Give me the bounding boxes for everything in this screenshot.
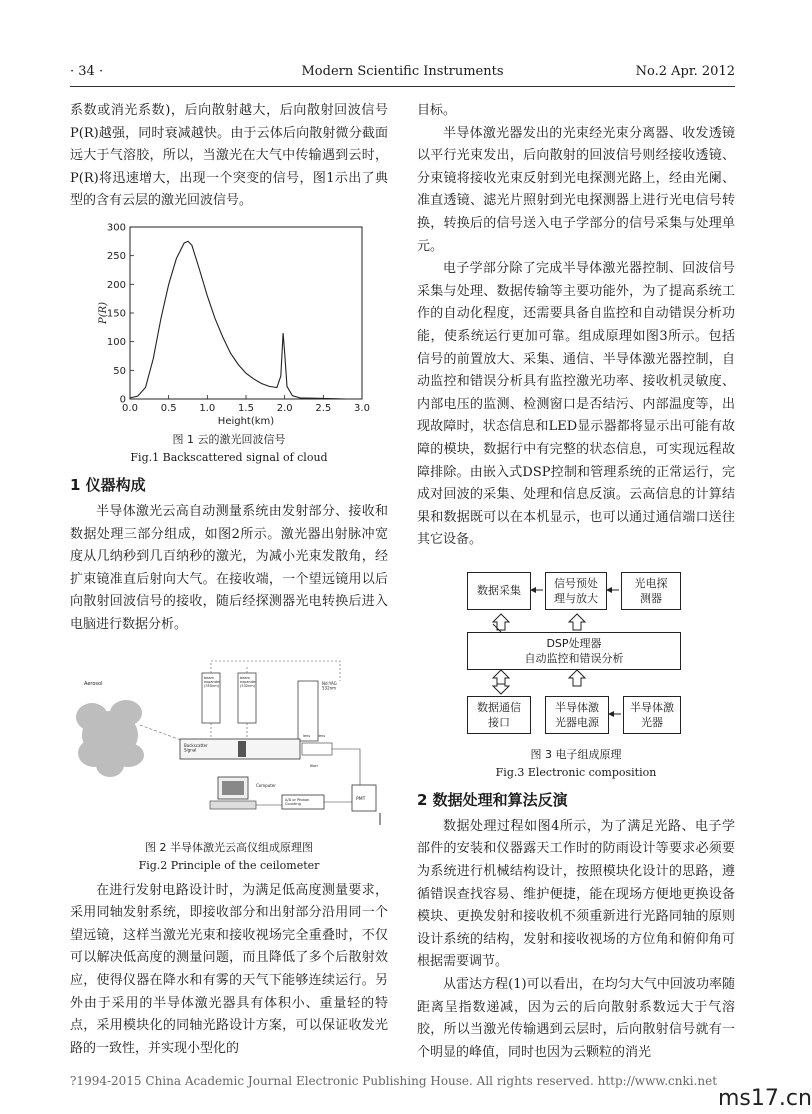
x-tick-label: 2.0 xyxy=(276,402,293,414)
series-line xyxy=(130,241,347,399)
fiber-label: fiber xyxy=(310,763,319,768)
lens-label-1: lens xyxy=(303,733,311,738)
lens-assembly xyxy=(302,743,332,755)
journal-name: Modern Scientific Instruments xyxy=(301,64,504,79)
section-heading: 2 数据处理和算法反演 xyxy=(417,790,568,809)
y-tick-label: 150 xyxy=(106,308,126,320)
y-tick-label: 300 xyxy=(106,222,126,234)
copyright-footer: ?1994-2015 China Academic Journal Electronic Publishing House. All rights reserved. http://www.cnki.net xyxy=(70,1074,718,1088)
paragraph: 目标。 xyxy=(417,103,457,118)
x-tick-label: 0.0 xyxy=(122,402,138,414)
detector-box: 光电探 测器 xyxy=(621,572,681,610)
computer-keyboard xyxy=(210,801,256,809)
x-axis-label: Height(km) xyxy=(217,415,275,427)
left-column xyxy=(70,100,388,1060)
dsp-box xyxy=(467,632,681,670)
x-tick-label: 2.5 xyxy=(315,402,332,414)
y-tick-label: 100 xyxy=(106,337,126,349)
computer-label: Computer xyxy=(256,782,276,788)
y-tick-label: 50 xyxy=(113,365,126,377)
figure-caption-en: Fig.1 Backscattered signal of cloud xyxy=(130,450,328,464)
y-axis-label: P(R) xyxy=(98,301,109,324)
y-tick-label: 0 xyxy=(119,394,126,406)
backscatter-label: Backscatter Signal xyxy=(184,742,208,753)
header-rule xyxy=(70,86,735,87)
dsp-subtitle: 自动监控和错误分析 xyxy=(524,651,624,665)
page-header xyxy=(70,64,735,84)
x-tick-label: 3.0 xyxy=(354,402,370,414)
paragraph: 系数或消光系数)，后向散射越大，后向散射回波信号P(R)越强，同时衰减越快。由于云体后向散射微分截面远大于气溶胶，所以，当激光在大气中传输遇到云时，P(R)将迅速增大，出现一个突变的信号，图1示出了典型的含有云层的激光回波信号。 xyxy=(70,103,388,209)
laser-label: Nd:YAG 532nm xyxy=(322,680,337,691)
x-tick-label: 1.5 xyxy=(238,402,254,414)
paragraph: 在进行发射电路设计时，为满足低高度测量要求，采用同轴发射系统，即接收部分和出射部分沿用同一个望远镜，这样当激光光束和接收视场完全重叠时，不仅可以解决低高度的测量问题，而且降低了多个后散射效应，使得仪器在降水和有雾的天气下能够连续运行。另外由于采用的半导体激光器具有体积小、重量轻的特点，采用模块化的同轴光路设计方案，可以保证收发光路的一致性，并实现小型化的 xyxy=(70,882,388,1056)
figure-caption-en: Fig.2 Principle of the ceilometer xyxy=(138,858,320,872)
paragraph: 半导体激光云高自动测量系统由发射部分、接收和数据处理三部分组成，如图2所示。激光器出射脉冲宽度从几纳秒到几百纳秒的激光，为减小光束发散角，经扩束镜准直后射向大气。在接收端，一个望远镜用以后向散射回波信号的接收，随后经探测器光电转换后进入电脑进行数据分析。 xyxy=(70,503,388,632)
paragraph: 从雷达方程(1)可以看出，在均匀大气中回波功率随距离呈指数递减，因为云的后向散射系数远大于气溶胶，所以当激光传输遇到云层时，后向散射信号就有一个明显的峰值，同时也因为云颗粒的消光 xyxy=(417,977,735,1060)
figure-caption-en: Fig.3 Electronic composition xyxy=(495,765,657,779)
preprocess-box: 信号预处 理与放大 xyxy=(545,572,607,610)
page-number: · 34 · xyxy=(70,64,104,79)
site-watermark: ms17.cn xyxy=(718,1086,812,1111)
paragraph: 半导体激光器发出的光束经光束分离器、收发透镜以平行光束发出，后向散射的回波信号则经接收透镜、分束镜将接收光束反射到光电探测光路上，经由光阑、准直透镜、滤光片照射到光电探测器上进行光电信号转换，转换后的信号送入电子学部分的信号采集与处理单元。 xyxy=(417,125,735,254)
ad-card-label: A/D or Photon Counting xyxy=(285,797,310,806)
backscatter-chart xyxy=(70,219,388,427)
section-heading: 1 仪器构成 xyxy=(70,475,146,494)
aerosol-cloud xyxy=(76,700,144,777)
laser-box xyxy=(298,681,318,741)
data-acquisition-box: 数据采集 xyxy=(467,572,531,610)
pmt-label: PMT xyxy=(356,796,366,802)
laser-box: 半导体激 光器 xyxy=(623,696,681,734)
figure-2 xyxy=(70,655,388,835)
beam-expander-532-label: beam expander (532nm) xyxy=(240,675,257,688)
dsp-title: DSP处理器 xyxy=(546,636,602,650)
lens-label-2: lens xyxy=(318,733,326,738)
y-tick-label: 250 xyxy=(106,251,126,263)
issue-info: No.2 Apr. 2012 xyxy=(635,64,735,79)
x-tick-label: 0.5 xyxy=(160,402,177,414)
ceilometer-diagram xyxy=(70,655,388,835)
figure-caption-cn: 图 1 云的激光回波信号 xyxy=(172,432,286,446)
figure-caption-cn: 图 3 电子组成原理 xyxy=(530,747,622,761)
figure-1 xyxy=(70,219,388,427)
paragraph: 数据处理过程如图4所示，为了满足光路、电子学部件的安装和仪器露天工作时的防雨设计等要求必须要为系统进行机械结构设计，按照模块化设计的思路，遵循错误查找容易、维护便捷，能在现场方便地更换设备模块、更换发射和接收机不须重新进行光路同轴的原则设计系统的结构，发射和接收视场的方位角和俯仰角可根据需要调节。 xyxy=(417,818,735,970)
paragraph: 电子学部分除了完成半导体激光器控制、回波信号采集与处理、数据传输等主要功能外，为了提高系统工作的自动化程度，还需要具备自监控和自动错误分析功能，使系统运行更加可靠。组成原理如图3所示。包括信号的前置放大、采集、通信、半导体激光器控制，自动监控和错误分析具有监控激光功率、接收机灵敏度、内部电压的监测、检测窗口是否结污、内部温度等，出现故障时，状态信息和LED显示器都将显示出可能有故障的模块，数据行中有完整的状态信息，可实现远程故障排除。由嵌入式DSP控制和管理系统的正常运行，完成对回波的采集、处理和信息反演。云高信息的计算结果和数据既可以在本机显示，也可以通过通信端口送往其它设备。 xyxy=(417,261,735,548)
beam-expander-355-label: beam expander (355nm) xyxy=(204,675,221,688)
figure-3 xyxy=(417,566,735,742)
x-tick-label: 1.0 xyxy=(199,402,216,414)
right-column xyxy=(417,100,735,1064)
figure-caption-cn: 图 2 半导体激光云高仪组成原理图 xyxy=(145,840,313,854)
telescope-mirror xyxy=(238,741,246,757)
aerosol-label: Aerosol xyxy=(84,680,103,687)
y-tick-label: 200 xyxy=(106,279,126,291)
comm-interface-box: 数据通信 接口 xyxy=(467,696,531,734)
laser-power-box: 半导体激 光器电源 xyxy=(545,696,609,734)
